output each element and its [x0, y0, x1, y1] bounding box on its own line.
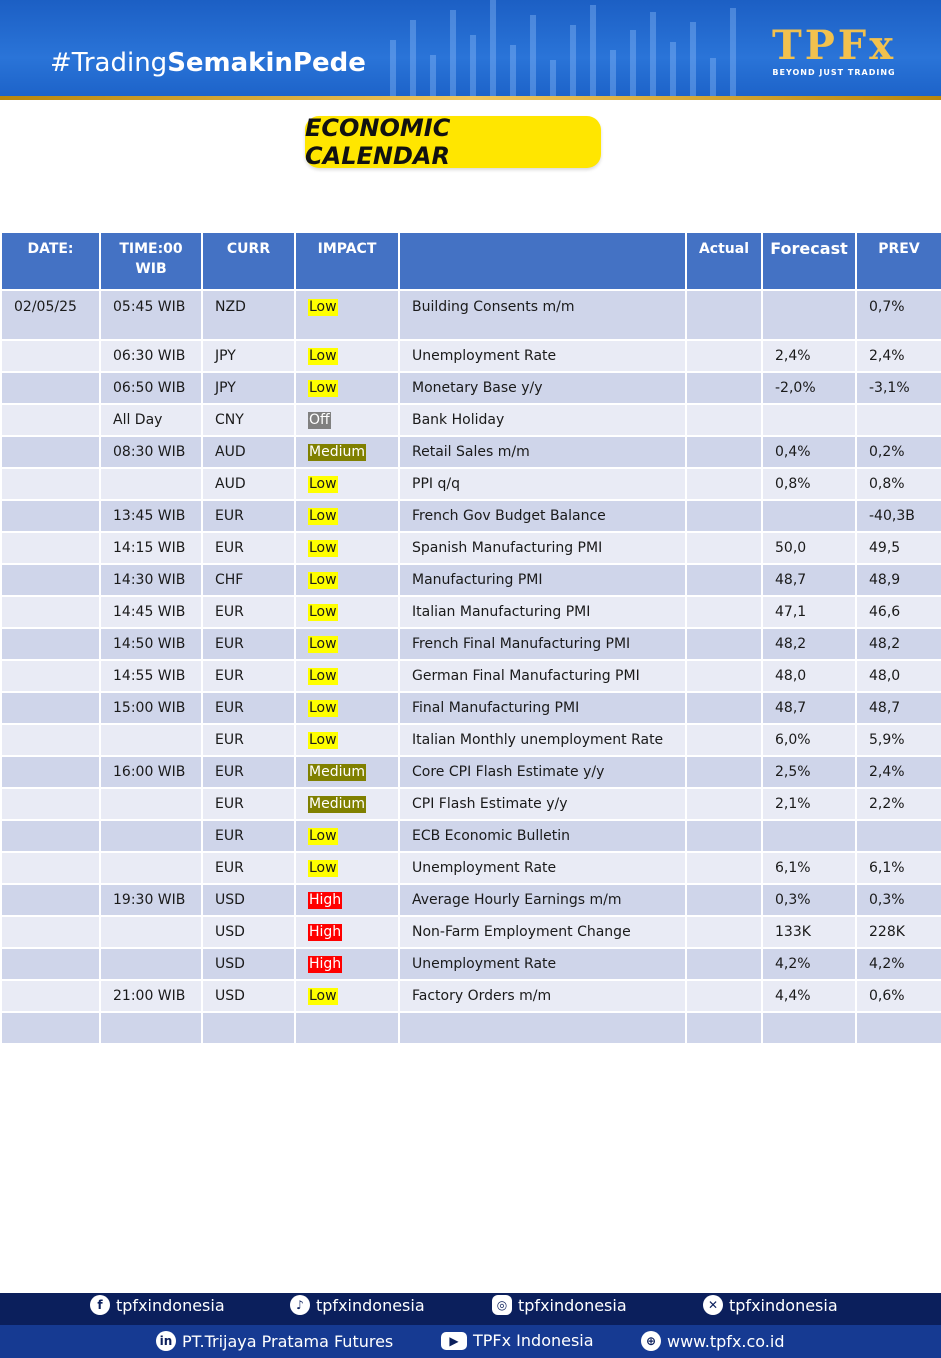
cell-date: [1, 532, 100, 564]
cell-event: Final Manufacturing PMI: [399, 692, 686, 724]
table-row: [1, 468, 941, 500]
cell-curr: EUR: [202, 660, 295, 692]
cell-forecast: 2,1%: [762, 788, 856, 820]
cell-time: [100, 916, 202, 948]
table-row: [1, 820, 941, 852]
cell-date: [1, 596, 100, 628]
table-row: [1, 564, 941, 596]
cell-event: Bank Holiday: [399, 404, 686, 436]
cell-curr: AUD: [202, 436, 295, 468]
cell-time: [100, 788, 202, 820]
impact-badge: High: [309, 955, 342, 972]
cell-impact: [295, 564, 399, 596]
cell-actual: [686, 1012, 762, 1044]
cell-impact: [295, 628, 399, 660]
col-prev-header: PREV: [856, 232, 941, 290]
impact-badge: Low: [309, 699, 337, 716]
cell-forecast: 0,3%: [762, 884, 856, 916]
cell-impact: [295, 660, 399, 692]
cell-curr: EUR: [202, 852, 295, 884]
social-link[interactable]: [492, 1295, 627, 1315]
impact-badge: High: [309, 923, 342, 940]
cell-forecast: 4,2%: [762, 948, 856, 980]
cell-event: ECB Economic Bulletin: [399, 820, 686, 852]
cell-date: [1, 788, 100, 820]
economic-calendar-table: [0, 231, 941, 1045]
cell-prev: 2,2%: [856, 788, 941, 820]
cell-forecast: 133K: [762, 916, 856, 948]
social-link[interactable]: [703, 1295, 838, 1315]
cell-curr: EUR: [202, 692, 295, 724]
page-title: ECONOMIC CALENDAR: [305, 116, 601, 168]
cell-date: [1, 692, 100, 724]
cell-forecast: 48,7: [762, 564, 856, 596]
impact-badge: Low: [309, 987, 337, 1004]
footer-link[interactable]: [441, 1331, 594, 1350]
cell-date: 02/05/25: [1, 290, 100, 340]
footer-link[interactable]: [641, 1331, 784, 1351]
cell-event: Building Consents m/m: [399, 290, 686, 340]
cell-actual: [686, 948, 762, 980]
cell-event: Unemployment Rate: [399, 340, 686, 372]
cell-date: [1, 660, 100, 692]
x-icon: ✕: [703, 1295, 723, 1315]
cell-impact: [295, 404, 399, 436]
cell-forecast: 0,8%: [762, 468, 856, 500]
cell-forecast: [762, 290, 856, 340]
col-event-header: [399, 232, 686, 290]
logo-wordmark: TPFx: [771, 22, 897, 69]
cell-actual: [686, 372, 762, 404]
social-label: tpfxindonesia: [518, 1295, 627, 1315]
cell-forecast: 48,7: [762, 692, 856, 724]
col-impact-header: IMPACT: [295, 232, 399, 290]
impact-badge: Low: [309, 603, 337, 620]
cell-event: Factory Orders m/m: [399, 980, 686, 1012]
cell-time: 13:45 WIB: [100, 500, 202, 532]
cell-forecast: 47,1: [762, 596, 856, 628]
cell-forecast: [762, 1012, 856, 1044]
table-row: [1, 1012, 941, 1044]
cell-date: [1, 404, 100, 436]
cell-prev: 48,9: [856, 564, 941, 596]
cell-forecast: 2,4%: [762, 340, 856, 372]
col-date-header: DATE:: [1, 232, 100, 290]
cell-prev: 4,2%: [856, 948, 941, 980]
cell-impact: [295, 756, 399, 788]
cell-curr: EUR: [202, 628, 295, 660]
cell-actual: [686, 532, 762, 564]
cell-event: PPI q/q: [399, 468, 686, 500]
col-curr-header: CURR: [202, 232, 295, 290]
cell-event: Non-Farm Employment Change: [399, 916, 686, 948]
impact-badge: Low: [309, 539, 337, 556]
cell-impact: [295, 500, 399, 532]
cell-actual: [686, 692, 762, 724]
cell-time: 14:15 WIB: [100, 532, 202, 564]
cell-impact: [295, 852, 399, 884]
cell-actual: [686, 500, 762, 532]
tpfx-logo: [764, 22, 904, 77]
cell-curr: JPY: [202, 372, 295, 404]
cell-curr: USD: [202, 948, 295, 980]
cell-event: Unemployment Rate: [399, 852, 686, 884]
impact-badge: Medium: [309, 763, 365, 780]
cell-time: 08:30 WIB: [100, 436, 202, 468]
footer-link-label: www.tpfx.co.id: [667, 1331, 785, 1351]
globe-icon: ⊕: [641, 1331, 661, 1351]
impact-badge: Low: [309, 859, 337, 876]
cell-prev: 228K: [856, 916, 941, 948]
cell-time: [100, 852, 202, 884]
impact-badge: Off: [309, 411, 330, 428]
cell-impact: [295, 1012, 399, 1044]
cell-event: Manufacturing PMI: [399, 564, 686, 596]
cell-actual: [686, 436, 762, 468]
cell-date: [1, 340, 100, 372]
table-body: [1, 290, 941, 1044]
table-row: [1, 532, 941, 564]
cell-time: 06:50 WIB: [100, 372, 202, 404]
instagram-icon: ◎: [492, 1295, 512, 1315]
table-row: [1, 916, 941, 948]
cell-date: [1, 500, 100, 532]
cell-impact: [295, 916, 399, 948]
cell-actual: [686, 404, 762, 436]
impact-badge: Low: [309, 571, 337, 588]
social-label: tpfxindonesia: [316, 1295, 425, 1315]
cell-forecast: 0,4%: [762, 436, 856, 468]
cell-curr: USD: [202, 884, 295, 916]
linkedin-icon: in: [156, 1331, 176, 1351]
table-row: [1, 788, 941, 820]
cell-actual: [686, 884, 762, 916]
social-label: tpfxindonesia: [116, 1295, 225, 1315]
table-row: [1, 596, 941, 628]
cell-time: 21:00 WIB: [100, 980, 202, 1012]
cell-time: 14:50 WIB: [100, 628, 202, 660]
cell-curr: EUR: [202, 788, 295, 820]
cell-curr: [202, 1012, 295, 1044]
cell-prev: 0,8%: [856, 468, 941, 500]
table-row: [1, 372, 941, 404]
cell-impact: [295, 596, 399, 628]
cell-date: [1, 756, 100, 788]
table-row: [1, 500, 941, 532]
impact-badge: Low: [309, 347, 337, 364]
cell-impact: [295, 468, 399, 500]
youtube-icon: ▶: [441, 1332, 467, 1350]
cell-date: [1, 436, 100, 468]
cell-curr: EUR: [202, 596, 295, 628]
cell-prev: 48,2: [856, 628, 941, 660]
cell-prev: 0,6%: [856, 980, 941, 1012]
cell-impact: [295, 724, 399, 756]
cell-prev: [856, 404, 941, 436]
cell-actual: [686, 820, 762, 852]
cell-curr: EUR: [202, 820, 295, 852]
cell-event: Retail Sales m/m: [399, 436, 686, 468]
cell-actual: [686, 660, 762, 692]
cell-time: 15:00 WIB: [100, 692, 202, 724]
cell-impact: [295, 788, 399, 820]
cell-forecast: [762, 820, 856, 852]
cell-actual: [686, 596, 762, 628]
cell-prev: 0,7%: [856, 290, 941, 340]
table-row: [1, 404, 941, 436]
cell-time: 05:45 WIB: [100, 290, 202, 340]
cell-actual: [686, 980, 762, 1012]
cell-forecast: 4,4%: [762, 980, 856, 1012]
cell-curr: USD: [202, 916, 295, 948]
table-row: [1, 884, 941, 916]
cell-impact: [295, 820, 399, 852]
cell-event: Monetary Base y/y: [399, 372, 686, 404]
cell-actual: [686, 916, 762, 948]
cell-impact: [295, 290, 399, 340]
impact-badge: Low: [309, 299, 337, 315]
impact-badge: Low: [309, 507, 337, 524]
cell-time: 14:30 WIB: [100, 564, 202, 596]
cell-actual: [686, 628, 762, 660]
cell-prev: 6,1%: [856, 852, 941, 884]
tiktok-icon: ♪: [290, 1295, 310, 1315]
cell-impact: [295, 532, 399, 564]
cell-time: [100, 820, 202, 852]
social-link[interactable]: [90, 1295, 225, 1315]
cell-event: Italian Manufacturing PMI: [399, 596, 686, 628]
cell-impact: [295, 340, 399, 372]
cell-event: Spanish Manufacturing PMI: [399, 532, 686, 564]
footer-link[interactable]: [156, 1331, 393, 1351]
footer-link-label: TPFx Indonesia: [473, 1331, 594, 1350]
cell-prev: 48,7: [856, 692, 941, 724]
cell-time: 14:45 WIB: [100, 596, 202, 628]
cell-event: French Gov Budget Balance: [399, 500, 686, 532]
impact-badge: Medium: [309, 443, 365, 460]
cell-impact: [295, 980, 399, 1012]
table-row: [1, 948, 941, 980]
col-time-header: TIME:00 WIB: [100, 232, 202, 290]
table-row: [1, 980, 941, 1012]
cell-date: [1, 884, 100, 916]
impact-badge: Medium: [309, 795, 365, 812]
cell-time: [100, 1012, 202, 1044]
cell-curr: USD: [202, 980, 295, 1012]
cell-time: 14:55 WIB: [100, 660, 202, 692]
cell-curr: CHF: [202, 564, 295, 596]
cell-date: [1, 1012, 100, 1044]
impact-badge: Low: [309, 635, 337, 652]
cell-prev: [856, 820, 941, 852]
cell-curr: AUD: [202, 468, 295, 500]
table-row: [1, 340, 941, 372]
cell-event: CPI Flash Estimate y/y: [399, 788, 686, 820]
cell-impact: [295, 884, 399, 916]
footer-link-label: PT.Trijaya Pratama Futures: [182, 1331, 394, 1351]
header-gold-stripe: [0, 96, 941, 100]
cell-prev: -40,3B: [856, 500, 941, 532]
cell-time: 19:30 WIB: [100, 884, 202, 916]
cell-curr: CNY: [202, 404, 295, 436]
cell-prev: 0,2%: [856, 436, 941, 468]
col-actual-header: Actual: [686, 232, 762, 290]
cell-curr: EUR: [202, 724, 295, 756]
cell-prev: 48,0: [856, 660, 941, 692]
cell-actual: [686, 788, 762, 820]
cell-time: 06:30 WIB: [100, 340, 202, 372]
cell-event: Italian Monthly unemployment Rate: [399, 724, 686, 756]
cell-prev: 0,3%: [856, 884, 941, 916]
cell-time: [100, 948, 202, 980]
table-row: [1, 660, 941, 692]
cell-prev: 46,6: [856, 596, 941, 628]
logo-tagline: BEYOND JUST TRADING: [772, 68, 896, 77]
cell-date: [1, 372, 100, 404]
cell-date: [1, 980, 100, 1012]
cell-date: [1, 724, 100, 756]
table-row: [1, 436, 941, 468]
facebook-icon: f: [90, 1295, 110, 1315]
impact-badge: Low: [309, 475, 337, 492]
table-header-row: [1, 232, 941, 290]
cell-curr: JPY: [202, 340, 295, 372]
cell-impact: [295, 372, 399, 404]
cell-forecast: -2,0%: [762, 372, 856, 404]
cell-event: Unemployment Rate: [399, 948, 686, 980]
cell-prev: 2,4%: [856, 756, 941, 788]
cell-date: [1, 916, 100, 948]
cell-date: [1, 948, 100, 980]
impact-badge: Low: [309, 379, 337, 396]
cell-date: [1, 468, 100, 500]
table-row: [1, 290, 941, 340]
header-banner: [0, 0, 941, 96]
cell-impact: [295, 948, 399, 980]
cell-prev: -3,1%: [856, 372, 941, 404]
cell-time: 16:00 WIB: [100, 756, 202, 788]
table-row: [1, 724, 941, 756]
table-row: [1, 852, 941, 884]
cell-forecast: 48,0: [762, 660, 856, 692]
cell-date: [1, 820, 100, 852]
cell-actual: [686, 724, 762, 756]
cell-actual: [686, 290, 762, 340]
impact-badge: Low: [309, 731, 337, 748]
cell-forecast: 6,0%: [762, 724, 856, 756]
cell-prev: [856, 1012, 941, 1044]
chart-decoration: [380, 0, 800, 96]
impact-badge: Low: [309, 667, 337, 684]
social-link[interactable]: [290, 1295, 425, 1315]
cell-curr: EUR: [202, 756, 295, 788]
cell-impact: [295, 692, 399, 724]
col-forecast-header: Forecast: [762, 232, 856, 290]
cell-event: Average Hourly Earnings m/m: [399, 884, 686, 916]
cell-actual: [686, 756, 762, 788]
cell-actual: [686, 852, 762, 884]
cell-actual: [686, 340, 762, 372]
cell-forecast: 2,5%: [762, 756, 856, 788]
cell-date: [1, 564, 100, 596]
cell-forecast: 6,1%: [762, 852, 856, 884]
table-row: [1, 692, 941, 724]
cell-forecast: [762, 404, 856, 436]
cell-prev: 5,9%: [856, 724, 941, 756]
social-label: tpfxindonesia: [729, 1295, 838, 1315]
cell-curr: EUR: [202, 500, 295, 532]
cell-curr: NZD: [202, 290, 295, 340]
cell-impact: [295, 436, 399, 468]
cell-event: German Final Manufacturing PMI: [399, 660, 686, 692]
cell-prev: 49,5: [856, 532, 941, 564]
cell-event: [399, 1012, 686, 1044]
table-row: [1, 756, 941, 788]
cell-date: [1, 852, 100, 884]
cell-forecast: 48,2: [762, 628, 856, 660]
cell-actual: [686, 468, 762, 500]
cell-forecast: [762, 500, 856, 532]
cell-time: [100, 468, 202, 500]
impact-badge: High: [309, 891, 342, 908]
table-row: [1, 628, 941, 660]
cell-event: Core CPI Flash Estimate y/y: [399, 756, 686, 788]
cell-event: French Final Manufacturing PMI: [399, 628, 686, 660]
cell-time: [100, 724, 202, 756]
cell-forecast: 50,0: [762, 532, 856, 564]
cell-prev: 2,4%: [856, 340, 941, 372]
cell-date: [1, 628, 100, 660]
cell-curr: EUR: [202, 532, 295, 564]
impact-badge: Low: [309, 827, 337, 844]
cell-actual: [686, 564, 762, 596]
cell-time: All Day: [100, 404, 202, 436]
hashtag: #TradingSemakinPede: [50, 48, 366, 78]
